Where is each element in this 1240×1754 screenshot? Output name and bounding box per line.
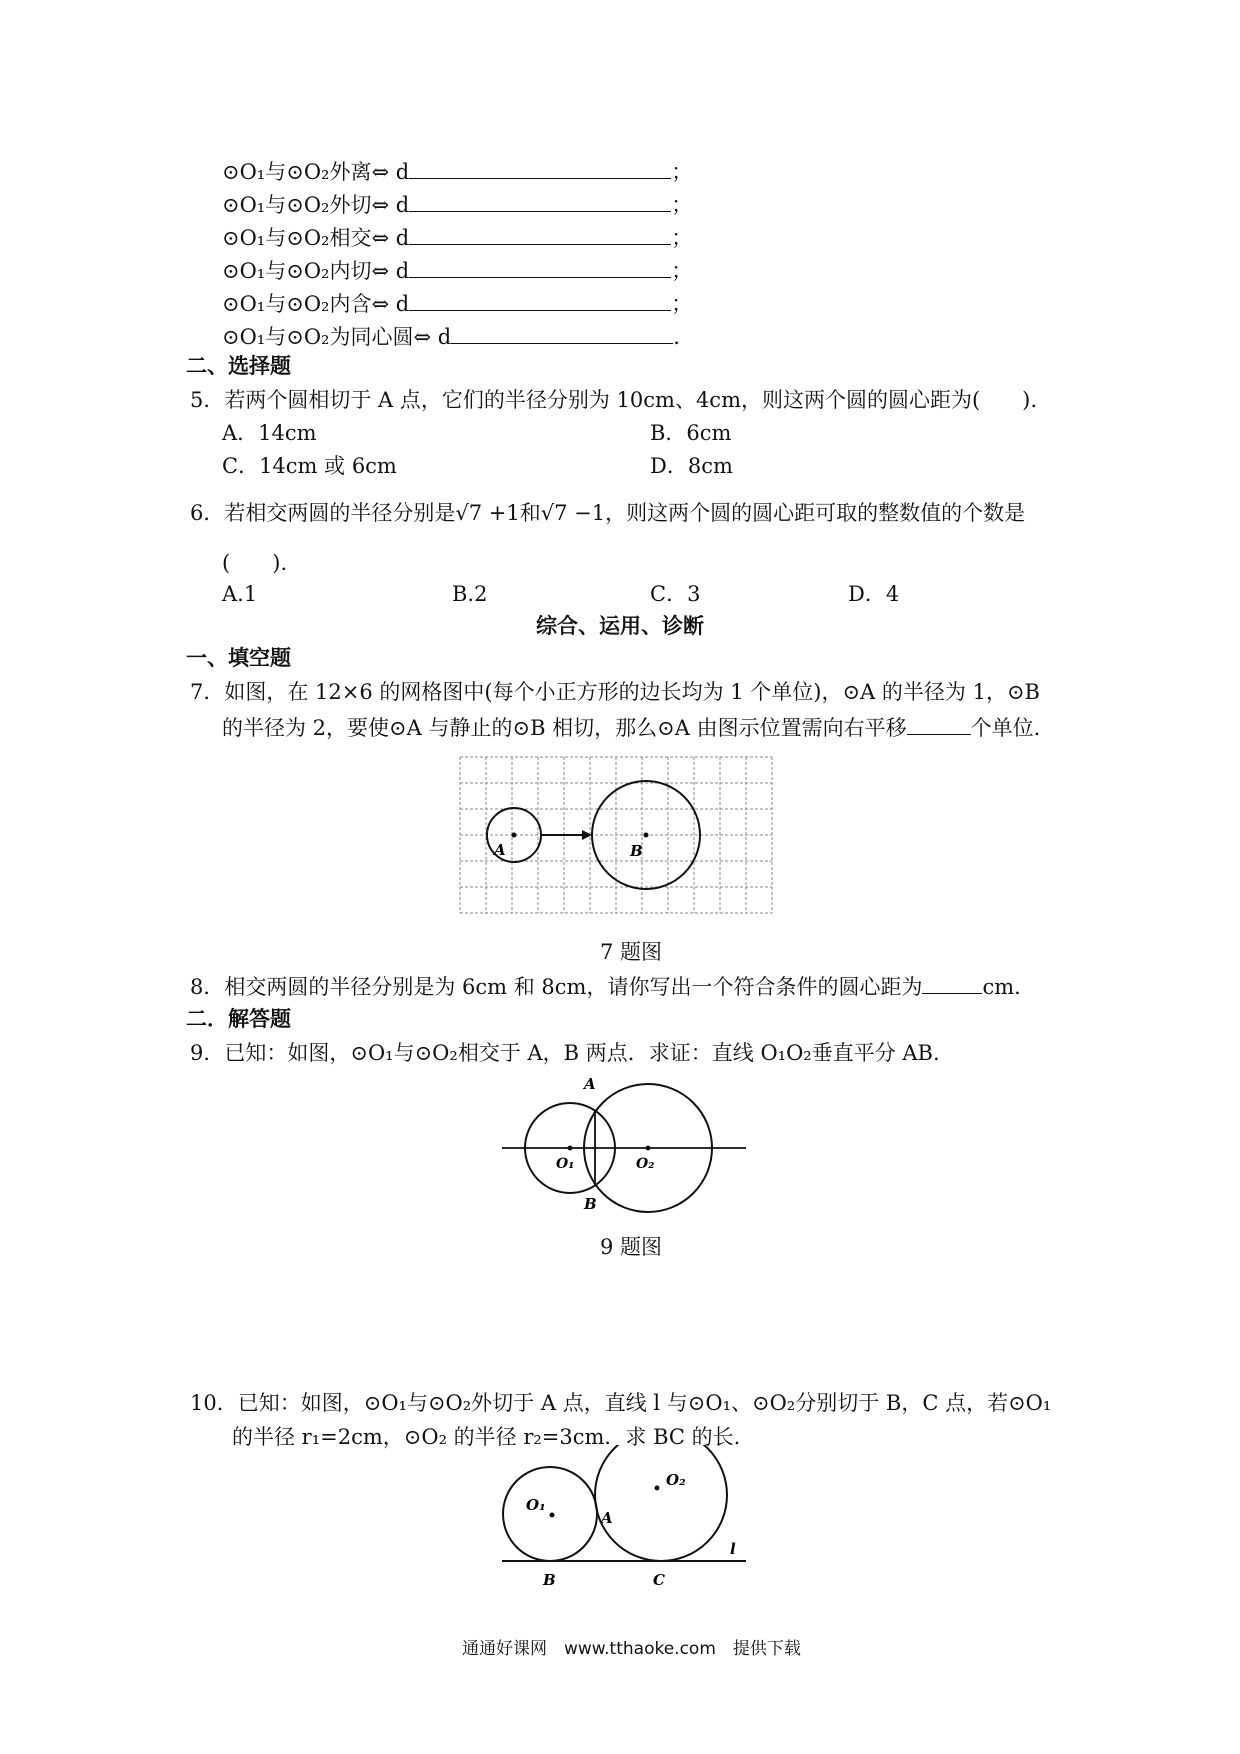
label-o1: O₁ xyxy=(526,1496,546,1514)
page-footer: 通通好课网 www.tthaoke.com 提供下载 xyxy=(462,1639,801,1659)
answer-blank[interactable] xyxy=(409,226,671,245)
center-o2-point xyxy=(655,1486,660,1491)
label-b: B xyxy=(543,1571,556,1589)
sqrt-expression-1: √7 +1 xyxy=(455,501,520,525)
figure-caption-7: 7 题图 xyxy=(600,940,663,964)
relation-line-3: ⊙O₁与⊙O₂相交⇔ d ； xyxy=(222,226,693,250)
answer-blank[interactable] xyxy=(409,193,671,212)
label-o2: O₂ xyxy=(636,1156,655,1172)
relation-label: ⊙O₁与⊙O₂内含⇔ d xyxy=(222,292,410,316)
sqrt-expression-2: √7 −1 xyxy=(540,501,606,525)
section-title-fill: 一、填空题 xyxy=(186,646,291,670)
question-10-line-1: 10．已知：如图，⊙O₁与⊙O₂外切于 A 点，直线 l 与⊙O₁、⊙O₂分别切于 B，C 点，若⊙O₁ xyxy=(190,1391,1052,1415)
q6-option-d[interactable]: D．4 xyxy=(848,582,900,606)
grid-figure-q7 xyxy=(458,755,788,915)
answer-blank[interactable] xyxy=(409,292,671,311)
grid-lines xyxy=(460,757,772,913)
relation-line-6: ⊙O₁与⊙O₂为同心圆⇔ d . xyxy=(222,325,680,349)
q5-option-c[interactable]: C．14cm 或 6cm xyxy=(222,454,397,478)
question-10-line-2: 的半径 r₁=2cm，⊙O₂ 的半径 r₂=3cm．求 BC 的长. xyxy=(232,1425,741,1449)
figure-caption-9: 9 题图 xyxy=(600,1235,663,1259)
relation-label: ⊙O₁与⊙O₂为同心圆⇔ d xyxy=(222,325,452,349)
q6-option-b[interactable]: B.2 xyxy=(452,582,488,606)
question-6-stem: 6．若相交两圆的半径分别是√7 +1和√7 −1，则这两个圆的圆心距可取的整数值的个数是 xyxy=(190,501,1026,525)
relation-line-1: ⊙O₁与⊙O₂外离⇔ d ； xyxy=(222,160,693,184)
center-a-point xyxy=(512,833,517,838)
question-5-stem: 5．若两个圆相切于 A 点，它们的半径分别为 10cm、4cm，则这两个圆的圆心距为( ). xyxy=(190,388,1038,412)
relation-line-4: ⊙O₁与⊙O₂内切⇔ d ； xyxy=(222,259,693,283)
label-a: A xyxy=(584,1075,596,1093)
question-9-text: 9．已知：如图，⊙O₁与⊙O₂相交于 A，B 两点．求证：直线 O₁O₂垂直平分 AB. xyxy=(190,1041,940,1065)
intersecting-circles-figure-q9 xyxy=(500,1068,750,1218)
label-b: B xyxy=(630,842,643,860)
label-a: A xyxy=(601,1509,613,1527)
answer-blank[interactable] xyxy=(451,325,673,344)
answer-blank[interactable] xyxy=(907,716,971,735)
label-a: A xyxy=(494,841,506,859)
center-o2-point xyxy=(646,1146,651,1151)
tangent-circles-figure-q10 xyxy=(498,1445,760,1590)
circle-o2 xyxy=(595,1445,727,1561)
relation-label: ⊙O₁与⊙O₂外切⇔ d xyxy=(222,193,410,217)
center-o1-point xyxy=(568,1146,573,1151)
center-b-point xyxy=(644,833,649,838)
relation-label: ⊙O₁与⊙O₂相交⇔ d xyxy=(222,226,410,250)
label-l: l xyxy=(730,1540,736,1558)
label-o2: O₂ xyxy=(666,1471,686,1489)
center-o1-point xyxy=(550,1513,555,1518)
relation-line-2: ⊙O₁与⊙O₂外切⇔ d ； xyxy=(222,193,693,217)
q6-option-c[interactable]: C．3 xyxy=(650,582,701,606)
question-7-line-2: 的半径为 2，要使⊙A 与静止的⊙B 相切，那么⊙A 由图示位置需向右平移 个单位. xyxy=(222,716,1041,740)
section-title-choice: 二、选择题 xyxy=(186,354,291,378)
label-b: B xyxy=(584,1195,597,1213)
answer-blank[interactable] xyxy=(409,259,671,278)
page-heading: 综合、运用、诊断 xyxy=(536,614,704,638)
relation-label: ⊙O₁与⊙O₂内切⇔ d xyxy=(222,259,410,283)
section-title-answer: 二．解答题 xyxy=(186,1007,291,1031)
q5-option-a[interactable]: A．14cm xyxy=(222,421,317,445)
relation-line-5: ⊙O₁与⊙O₂内含⇔ d ； xyxy=(222,292,693,316)
relation-label: ⊙O₁与⊙O₂外离⇔ d xyxy=(222,160,410,184)
q5-option-d[interactable]: D．8cm xyxy=(650,454,733,478)
q5-option-b[interactable]: B．6cm xyxy=(650,421,732,445)
label-c: C xyxy=(653,1571,665,1589)
answer-blank[interactable] xyxy=(922,975,982,994)
question-6-paren: ( ). xyxy=(222,551,288,575)
answer-blank[interactable] xyxy=(409,160,671,179)
label-o1: O₁ xyxy=(556,1156,575,1172)
q6-option-a[interactable]: A.1 xyxy=(222,582,258,606)
question-7-line-1: 7．如图，在 12×6 的网格图中(每个小正方形的边长均为 1 个单位)，⊙A 的半径为 1，⊙B xyxy=(190,680,1040,704)
question-8: 8．相交两圆的半径分别是为 6cm 和 8cm，请你写出一个符合条件的圆心距为 cm. xyxy=(190,975,1021,999)
